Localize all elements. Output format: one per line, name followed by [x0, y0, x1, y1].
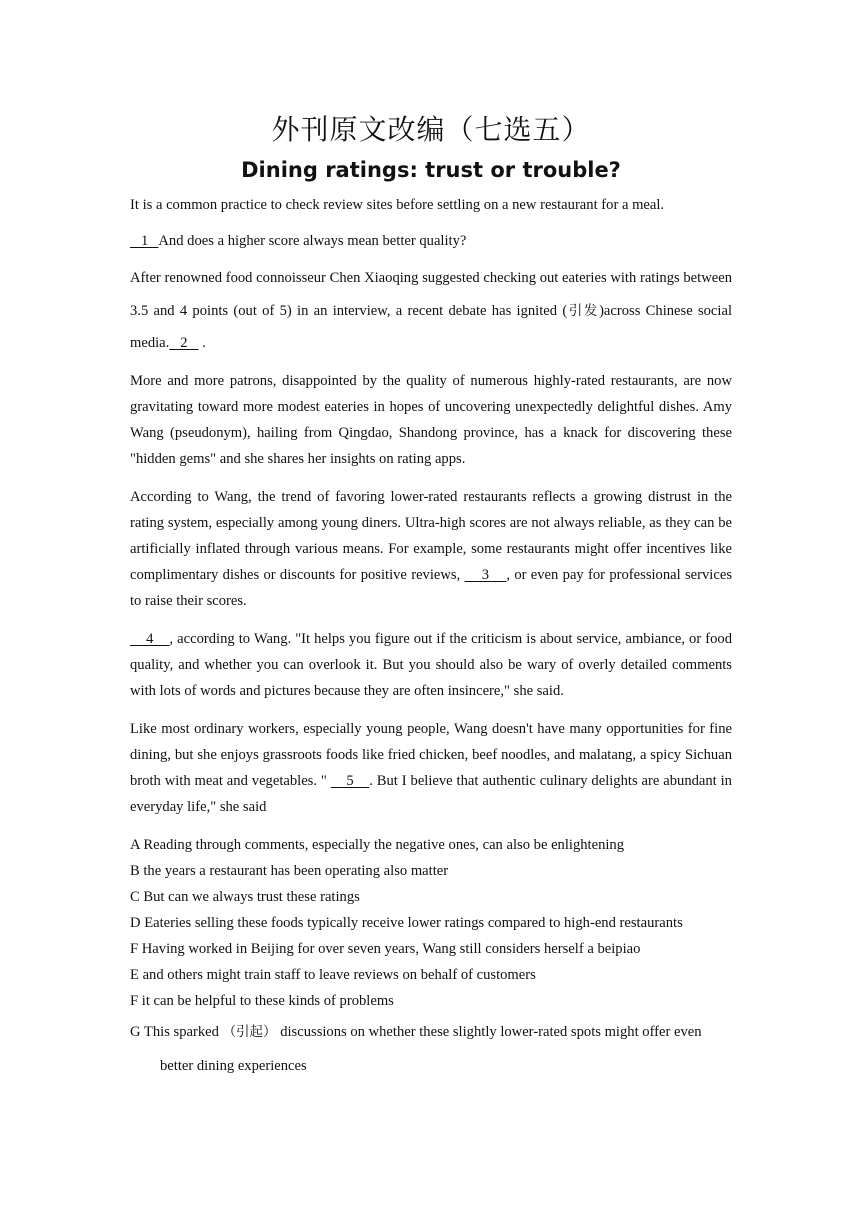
paragraph-2-text-b: )across Chinese social media. — [130, 302, 732, 351]
paragraph-4-text-b: , or even pay for professional services to raise their scores. — [130, 567, 733, 609]
english-title: Dining ratings: trust or trouble? — [241, 158, 621, 182]
blank-3[interactable]: 3 — [464, 567, 507, 583]
paragraph-5 — [130, 626, 732, 704]
paragraph-2-text-c: . — [198, 335, 206, 351]
paragraph-4 — [130, 484, 732, 614]
option-f-problems: F it can be helpful to these kinds of problems — [130, 993, 394, 1009]
intro-paragraph: It is a common practice to check review sites before settling on a new restaurant for a meal. — [130, 197, 665, 213]
paragraph-2-text-a: After renowned food connoisseur Chen Xiaoqing suggested checking out eateries with ratings between 3.5 and 4 points (out of 5) in an interview, a recent debate has ignited ( — [130, 270, 732, 319]
paragraph-6-text-b: . But I believe that authentic culinary delights are abundant in everyday life," she said — [130, 773, 732, 815]
paragraph-1 — [130, 229, 732, 253]
chinese-title: 外刊原文改编（七选五） — [271, 113, 591, 146]
paragraph-5-text: , according to Wang. "It helps you figure out if the criticism is about service, ambiance, or food quality, and whether you can overlook it. But you should also be wary of overly detailed comments with lots of words and pictures because they are often insincere," she said. — [130, 631, 732, 699]
option-b: B the years a restaurant has been operating also matter — [130, 863, 449, 879]
option-d: D Eateries selling these foods typically receive lower ratings compared to high-end restaurants — [130, 915, 683, 931]
blank-5[interactable]: 5 — [330, 773, 370, 789]
option-g-cjk: （引起） — [222, 1024, 277, 1040]
option-e: E and others might train staff to leave reviews on behalf of customers — [130, 967, 536, 983]
paragraph-6 — [130, 716, 732, 820]
paragraph-1-text: And does a higher score always mean better quality? — [158, 233, 467, 249]
blank-1[interactable]: 1 — [130, 233, 159, 249]
option-f-beipiao: F Having worked in Beijing for over seven years, Wang still considers herself a beipiao — [130, 941, 641, 957]
paragraph-2-cjk: 引发 — [567, 302, 600, 319]
option-g — [130, 1015, 732, 1083]
option-g-text-a: G This sparked — [130, 1024, 223, 1040]
paragraph-2 — [130, 262, 732, 360]
blank-4[interactable]: 4 — [130, 631, 170, 647]
paragraph-3: More and more patrons, disappointed by the quality of numerous highly-rated restaurants, are now gravitating toward more modest eateries in hopes of uncovering unexpectedly delightful dishes. Amy Wang (pseudonym), hailing from Qingdao, Shandong province, has a knack for discovering these "hidden gems" and she shares her insights on rating apps. — [130, 373, 732, 467]
option-a: A Reading through comments, especially the negative ones, can also be enlightening — [130, 837, 625, 853]
option-g-text-c: better dining experiences — [160, 1058, 307, 1074]
option-g-text-b: discussions on whether these slightly lower-rated spots might offer even — [276, 1024, 702, 1040]
blank-2[interactable]: 2 — [169, 335, 199, 351]
paragraph-4-text-a: According to Wang, the trend of favoring lower-rated restaurants reflects a growing distrust in the rating system, especially among young diners. Ultra-high scores are not always reliable, as they can be artificially inflated through various means. For example, some restaurants might offer incentives like complimentary dishes or discounts for positive reviews, — [130, 489, 732, 583]
option-c: C But can we always trust these ratings — [130, 889, 360, 905]
paragraph-6-text-a: Like most ordinary workers, especially young people, Wang doesn't have many opportunities for fine dining, but she enjoys grassroots foods like fried chicken, beef noodles, and malatang, a spicy Sichuan broth with meat and vegetables. " — [130, 721, 732, 789]
